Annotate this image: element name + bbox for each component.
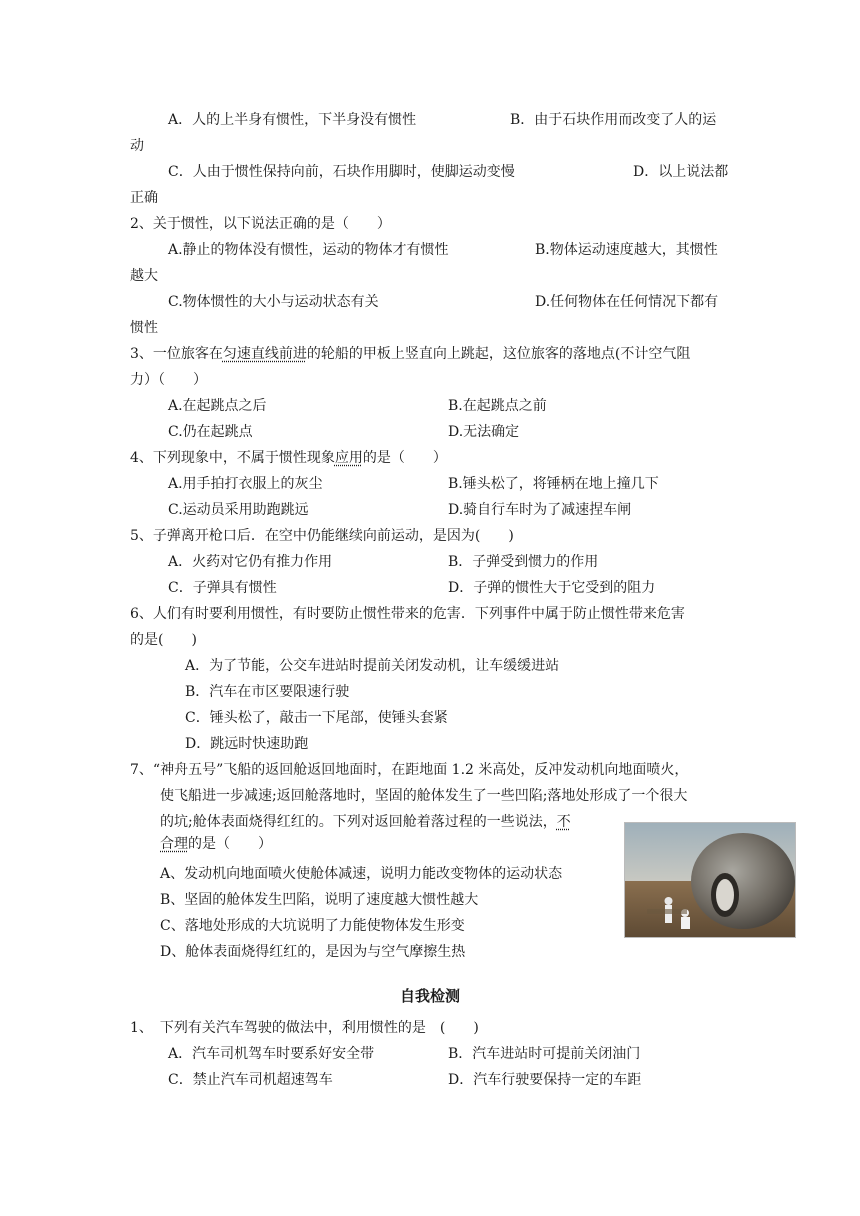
question-7-stem-line-4: 合理的是（ ） bbox=[160, 836, 272, 852]
question-3-stem-continuation: 力）（ ） bbox=[130, 372, 207, 388]
q6-option-d: D．跳远时快速助跑 bbox=[185, 736, 309, 752]
s1-option-c: C．禁止汽车司机超速驾车 bbox=[168, 1072, 333, 1088]
question-5-stem: 5、子弹离开枪口后．在空中仍能继续向前运动，是因为( ) bbox=[130, 528, 514, 544]
question-3-stem: 3、一位旅客在匀速直线前进的轮船的甲板上竖直向上跳起，这位旅客的落地点(不计空气阻 bbox=[130, 346, 691, 362]
q5-option-a: A．火药对它仍有推力作用 bbox=[168, 554, 333, 570]
question-6-stem-continuation: 的是( ) bbox=[130, 632, 197, 648]
question-7-stem-line-2: 使飞船进一步减速;返回舱落地时，坚固的舱体发生了一些凹陷;落地处形成了一个很大 bbox=[160, 788, 688, 804]
self-test-question-1-stem: 1、 下列有关汽车驾驶的做法中，利用惯性的是 ( ) bbox=[130, 1020, 479, 1036]
q6-option-c: C．锤头松了，敲击一下尾部，使锤头套紧 bbox=[185, 710, 448, 726]
q2-option-c: C.物体惯性的大小与运动状态有关 bbox=[168, 294, 379, 310]
question-4-stem: 4、下列现象中，不属于惯性现象应用的是（ ） bbox=[130, 450, 447, 466]
q6-option-b: B．汽车在市区要限速行驶 bbox=[185, 684, 350, 700]
q6-option-a: A．为了节能，公交车进站时提前关闭发动机，让车缓缓进站 bbox=[185, 658, 560, 674]
q3-option-c: C.仍在起跳点 bbox=[168, 424, 253, 440]
question-7-stem-line-1: 7、“神舟五号”飞船的返回舱返回地面时，在距地面 1.2 米高处，反冲发动机向地面喷火， bbox=[130, 762, 689, 778]
option-d-continuation: 正确 bbox=[130, 190, 158, 206]
option-a: A．人的上半身有惯性，下半身没有惯性 bbox=[168, 112, 417, 128]
q4-option-b: B.锤头松了，将锤柄在地上撞几下 bbox=[448, 476, 659, 492]
question-2-stem: 2、关于惯性，以下说法正确的是（ ） bbox=[130, 216, 391, 232]
q4-option-d: D.骑自行车时为了减速捏车闸 bbox=[448, 502, 632, 518]
option-b-continuation: 动 bbox=[130, 138, 144, 154]
q7-option-c: C、落地处形成的大坑说明了力能使物体发生形变 bbox=[160, 918, 465, 934]
return-capsule-photo bbox=[624, 822, 796, 938]
option-c: C．人由于惯性保持向前，石块作用脚时，使脚运动变慢 bbox=[168, 164, 515, 180]
s1-option-d: D．汽车行驶要保持一定的车距 bbox=[448, 1072, 642, 1088]
s1-option-a: A．汽车司机驾车时要系好安全带 bbox=[168, 1046, 375, 1062]
q7-option-d: D、舱体表面烧得红红的，是因为与空气摩擦生热 bbox=[160, 944, 466, 960]
capsule-illustration bbox=[625, 823, 795, 937]
q2-option-d: D.任何物体在任何情况下都有 bbox=[535, 294, 719, 310]
q3-option-d: D.无法确定 bbox=[448, 424, 520, 440]
q5-option-c: C．子弹具有惯性 bbox=[168, 580, 277, 596]
option-d: D．以上说法都 bbox=[633, 164, 729, 180]
q4-option-a: A.用手拍打衣服上的灰尘 bbox=[168, 476, 323, 492]
q7-option-b: B、坚固的舱体发生凹陷，说明了速度越大惯性越大 bbox=[160, 892, 479, 908]
question-6-stem: 6、人们有时要利用惯性，有时要防止惯性带来的危害．下列事件中属于防止惯性带来危害 bbox=[130, 606, 685, 622]
question-7-stem-line-3: 的坑;舱体表面烧得红红的。下列对返回舱着落过程的一些说法，不 bbox=[160, 814, 571, 830]
q3-option-a: A.在起跳点之后 bbox=[168, 398, 267, 414]
section-title: 自我检测 bbox=[400, 987, 461, 1005]
q5-option-b: B．子弹受到惯力的作用 bbox=[448, 554, 599, 570]
q2-option-b-continuation: 越大 bbox=[130, 268, 158, 284]
q2-option-b: B.物体运动速度越大，其惯性 bbox=[535, 242, 718, 258]
q2-option-d-continuation: 惯性 bbox=[130, 320, 158, 336]
q5-option-d: D．子弹的惯性大于它受到的阻力 bbox=[448, 580, 656, 596]
q4-option-c: C.运动员采用助跑跳远 bbox=[168, 502, 309, 518]
option-b: B．由于石块作用而改变了人的运 bbox=[510, 112, 717, 128]
q2-option-a: A.静止的物体没有惯性，运动的物体才有惯性 bbox=[168, 242, 449, 258]
s1-option-b: B．汽车进站时可提前关闭油门 bbox=[448, 1046, 641, 1062]
q7-option-a: A、发动机向地面喷火使舱体减速，说明力能改变物体的运动状态 bbox=[160, 866, 563, 882]
q3-option-b: B.在起跳点之前 bbox=[448, 398, 547, 414]
